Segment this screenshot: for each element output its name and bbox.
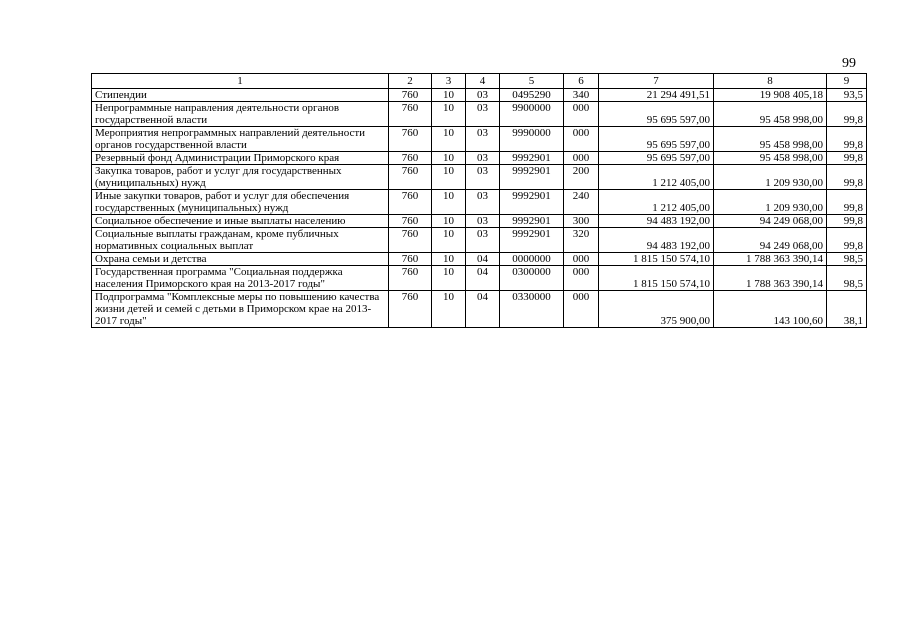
col9-percent-cell: 98,5 (827, 253, 867, 266)
header-row (92, 74, 867, 89)
col8-amount-cell: 1 209 930,00 (714, 165, 827, 190)
row-name-cell: Мероприятия непрограммных направлений деятельности органов государственной власти (92, 127, 389, 152)
col8-amount-cell: 1 788 363 390,14 (714, 253, 827, 266)
col2-cell: 760 (389, 253, 432, 266)
col8-amount-cell: 95 458 998,00 (714, 127, 827, 152)
col8-amount-cell: 94 249 068,00 (714, 228, 827, 253)
column-header: 7 (599, 74, 714, 89)
page-number: 99 (842, 56, 856, 71)
col5-cell: 9900000 (500, 102, 564, 127)
table-row (92, 165, 867, 190)
col6-cell: 340 (564, 89, 599, 102)
col5-cell: 0495290 (500, 89, 564, 102)
col3-cell: 10 (432, 228, 466, 253)
col2-cell: 760 (389, 228, 432, 253)
col4-cell: 03 (466, 152, 500, 165)
col9-percent-cell: 93,5 (827, 89, 867, 102)
table-row (92, 190, 867, 215)
col9-percent-cell: 99,8 (827, 152, 867, 165)
col9-percent-cell: 99,8 (827, 215, 867, 228)
col5-cell: 9990000 (500, 127, 564, 152)
column-header: 4 (466, 74, 500, 89)
col7-amount-cell: 375 900,00 (599, 291, 714, 328)
col8-amount-cell: 19 908 405,18 (714, 89, 827, 102)
col7-amount-cell: 21 294 491,51 (599, 89, 714, 102)
col5-cell: 0330000 (500, 291, 564, 328)
col6-cell: 240 (564, 190, 599, 215)
col6-cell: 000 (564, 102, 599, 127)
row-name-cell: Непрограммные направления деятельности органов государственной власти (92, 102, 389, 127)
col8-amount-cell: 95 458 998,00 (714, 102, 827, 127)
column-header: 3 (432, 74, 466, 89)
col9-percent-cell: 99,8 (827, 190, 867, 215)
col7-amount-cell: 95 695 597,00 (599, 152, 714, 165)
col2-cell: 760 (389, 266, 432, 291)
row-name-cell: Социальное обеспечение и иные выплаты населению (92, 215, 389, 228)
row-name-cell: Подпрограмма "Комплексные меры по повышению качества жизни детей и семей с детьми в Приморском крае на 2013-2017 годы" (92, 291, 389, 328)
col2-cell: 760 (389, 215, 432, 228)
table-row (92, 127, 867, 152)
column-header: 8 (714, 74, 827, 89)
col9-percent-cell: 98,5 (827, 266, 867, 291)
col7-amount-cell: 95 695 597,00 (599, 127, 714, 152)
col4-cell: 03 (466, 165, 500, 190)
column-header: 5 (500, 74, 564, 89)
table-row (92, 102, 867, 127)
col8-amount-cell: 95 458 998,00 (714, 152, 827, 165)
col3-cell: 10 (432, 266, 466, 291)
col4-cell: 03 (466, 228, 500, 253)
col2-cell: 760 (389, 89, 432, 102)
row-name-cell: Охрана семьи и детства (92, 253, 389, 266)
col5-cell: 9992901 (500, 190, 564, 215)
col3-cell: 10 (432, 291, 466, 328)
col6-cell: 000 (564, 266, 599, 291)
col9-percent-cell: 99,8 (827, 127, 867, 152)
col7-amount-cell: 1 212 405,00 (599, 190, 714, 215)
row-name-cell: Социальные выплаты гражданам, кроме публичных нормативных социальных выплат (92, 228, 389, 253)
col5-cell: 0000000 (500, 253, 564, 266)
col4-cell: 04 (466, 291, 500, 328)
col4-cell: 03 (466, 190, 500, 215)
col9-percent-cell: 99,8 (827, 228, 867, 253)
table-row (92, 89, 867, 102)
col2-cell: 760 (389, 165, 432, 190)
col3-cell: 10 (432, 127, 466, 152)
col6-cell: 200 (564, 165, 599, 190)
budget-table (91, 73, 867, 328)
table-row (92, 152, 867, 165)
col4-cell: 04 (466, 266, 500, 291)
col4-cell: 03 (466, 89, 500, 102)
col3-cell: 10 (432, 253, 466, 266)
col6-cell: 000 (564, 127, 599, 152)
col9-percent-cell: 99,8 (827, 102, 867, 127)
table-row (92, 228, 867, 253)
col5-cell: 0300000 (500, 266, 564, 291)
col9-percent-cell: 38,1 (827, 291, 867, 328)
table-row (92, 266, 867, 291)
table-row (92, 253, 867, 266)
col8-amount-cell: 1 788 363 390,14 (714, 266, 827, 291)
col5-cell: 9992901 (500, 152, 564, 165)
row-name-cell: Государственная программа "Социальная поддержка населения Приморского края на 2013-2017 годы" (92, 266, 389, 291)
col2-cell: 760 (389, 291, 432, 328)
column-header: 2 (389, 74, 432, 89)
col3-cell: 10 (432, 165, 466, 190)
column-header: 9 (827, 74, 867, 89)
col6-cell: 000 (564, 152, 599, 165)
col3-cell: 10 (432, 190, 466, 215)
col8-amount-cell: 94 249 068,00 (714, 215, 827, 228)
col2-cell: 760 (389, 190, 432, 215)
table-row (92, 291, 867, 328)
col4-cell: 04 (466, 253, 500, 266)
col7-amount-cell: 94 483 192,00 (599, 215, 714, 228)
col7-amount-cell: 94 483 192,00 (599, 228, 714, 253)
col7-amount-cell: 1 815 150 574,10 (599, 253, 714, 266)
col2-cell: 760 (389, 152, 432, 165)
col7-amount-cell: 1 815 150 574,10 (599, 266, 714, 291)
col4-cell: 03 (466, 102, 500, 127)
row-name-cell: Закупка товаров, работ и услуг для государственных (муниципальных) нужд (92, 165, 389, 190)
col4-cell: 03 (466, 215, 500, 228)
col8-amount-cell: 1 209 930,00 (714, 190, 827, 215)
row-name-cell: Резервный фонд Администрации Приморского края (92, 152, 389, 165)
column-header: 6 (564, 74, 599, 89)
col6-cell: 320 (564, 228, 599, 253)
col3-cell: 10 (432, 215, 466, 228)
col3-cell: 10 (432, 89, 466, 102)
col5-cell: 9992901 (500, 215, 564, 228)
col8-amount-cell: 143 100,60 (714, 291, 827, 328)
table-body (92, 89, 867, 328)
col2-cell: 760 (389, 127, 432, 152)
col5-cell: 9992901 (500, 165, 564, 190)
col6-cell: 300 (564, 215, 599, 228)
col6-cell: 000 (564, 253, 599, 266)
col4-cell: 03 (466, 127, 500, 152)
col6-cell: 000 (564, 291, 599, 328)
col5-cell: 9992901 (500, 228, 564, 253)
col7-amount-cell: 95 695 597,00 (599, 102, 714, 127)
row-name-cell: Стипендии (92, 89, 389, 102)
table-row (92, 215, 867, 228)
col9-percent-cell: 99,8 (827, 165, 867, 190)
col7-amount-cell: 1 212 405,00 (599, 165, 714, 190)
row-name-cell: Иные закупки товаров, работ и услуг для обеспечения государственных (муниципальных) нужд (92, 190, 389, 215)
column-header: 1 (92, 74, 389, 89)
col3-cell: 10 (432, 152, 466, 165)
col3-cell: 10 (432, 102, 466, 127)
col2-cell: 760 (389, 102, 432, 127)
